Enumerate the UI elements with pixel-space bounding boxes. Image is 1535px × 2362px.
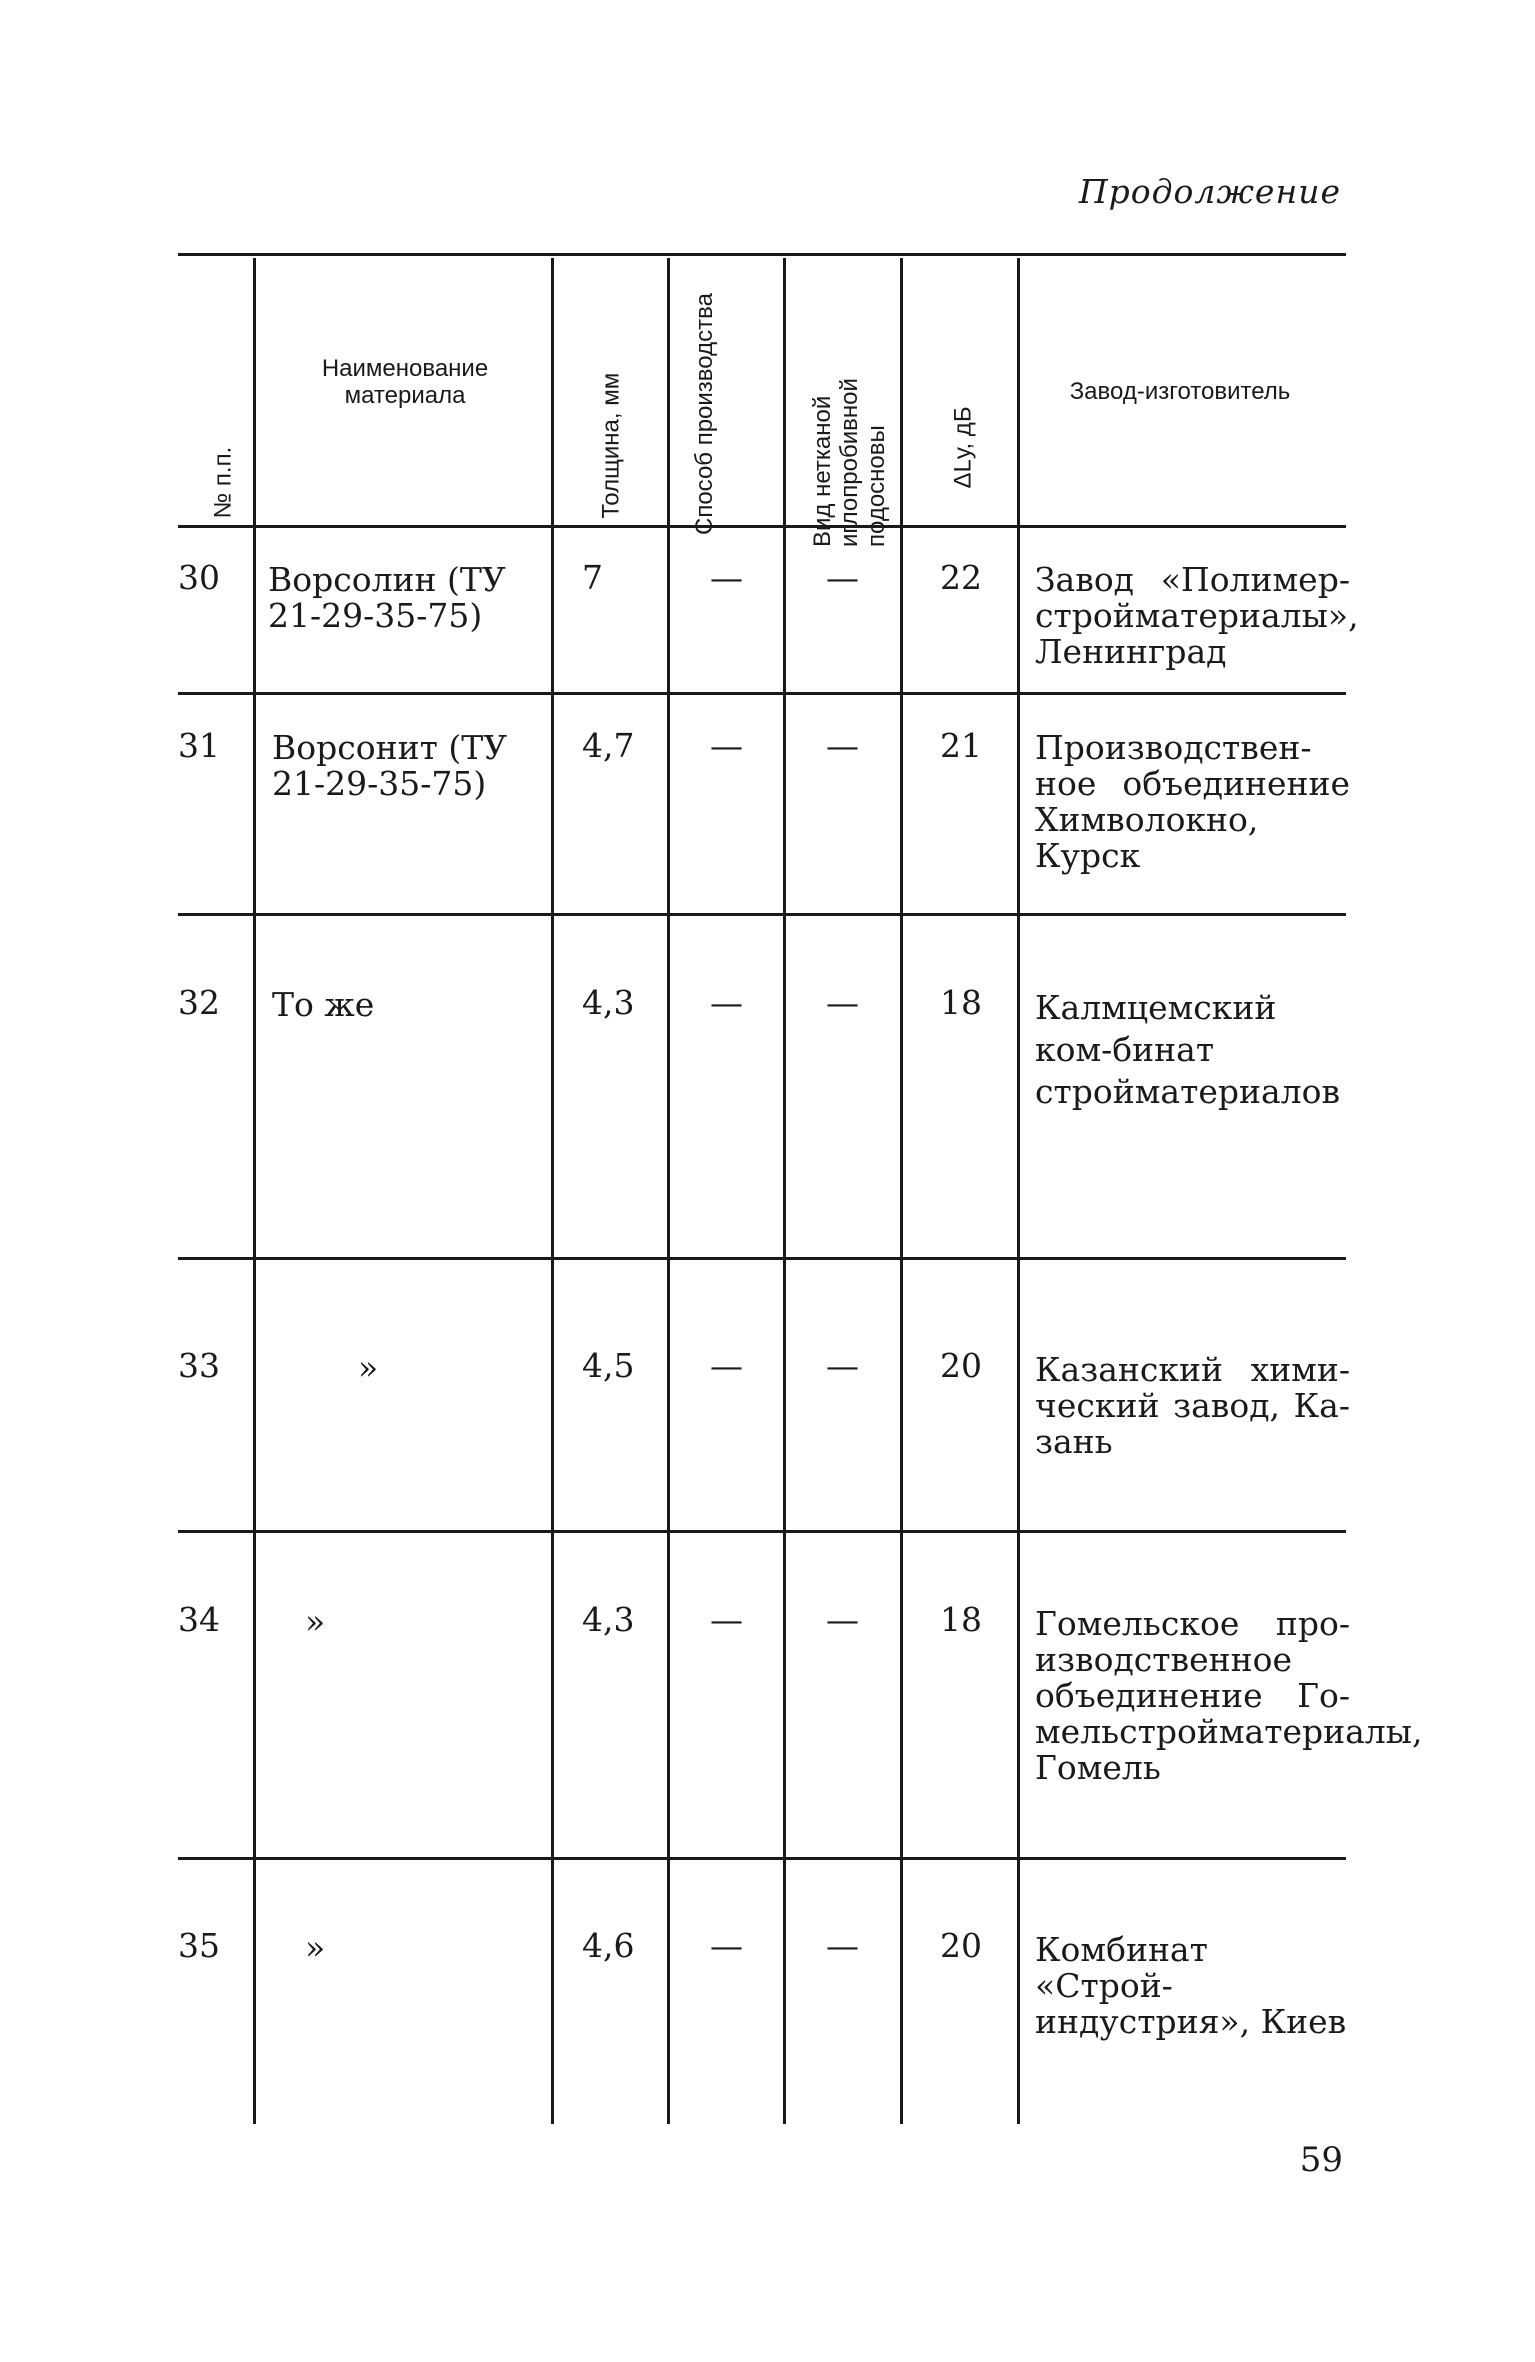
row-31-factory: Производствен-ное объединение Химволокно, Курск [1035, 728, 1350, 875]
continuation-label: Продолжение [1078, 172, 1341, 211]
row-divider [178, 1257, 1346, 1260]
page-number: 59 [1299, 2140, 1343, 2180]
row-30-dl: 22 [940, 558, 982, 597]
row-35-base: — [826, 1926, 859, 1965]
row-33-num: 33 [178, 1346, 220, 1385]
row-35-factory: Комбинат «Строй-индустрия», Киев [1035, 1930, 1347, 2041]
row-30-factory: Завод «Полимер-стройматериалы», Ленинград [1035, 560, 1359, 671]
row-35-dl: 20 [940, 1926, 982, 1965]
header-dl: ΔLу, дБ [949, 406, 977, 489]
row-34-base: — [826, 1600, 859, 1639]
row-32-thickness: 4,3 [582, 983, 635, 1022]
row-32-dl: 18 [940, 983, 982, 1022]
row-34-factory: Гомельское про-изводственное объединение Го-мельстройматериалы, Гомель [1035, 1604, 1423, 1787]
column-divider [551, 258, 554, 2124]
row-33-method: — [710, 1346, 743, 1385]
header-name: Наименование материала [321, 355, 489, 409]
row-30-method: — [710, 558, 743, 597]
row-30-thickness: 7 [582, 558, 603, 597]
row-32-factory: Калмцемский ком-бинат стройматериалов [1035, 988, 1341, 1111]
row-31-name: Ворсонит (ТУ 21-29-35-75) [272, 728, 508, 803]
header-bottom-rule [178, 525, 1346, 528]
column-divider [667, 258, 670, 2124]
row-31-base: — [826, 726, 859, 765]
column-divider [783, 258, 786, 2124]
header-base: Вид нетканой иглопробивной подосновы [809, 378, 890, 547]
row-32-method: — [710, 983, 743, 1022]
row-33-thickness: 4,5 [582, 1346, 635, 1385]
row-35-thickness: 4,6 [582, 1926, 635, 1965]
column-divider [253, 258, 256, 2124]
row-32-base: — [826, 983, 859, 1022]
row-31-method: — [710, 726, 743, 765]
row-30-num: 30 [178, 558, 220, 597]
column-divider [1017, 258, 1020, 2124]
row-33-name: » [358, 1348, 379, 1387]
row-33-base: — [826, 1346, 859, 1385]
table-top-rule [178, 253, 1346, 256]
header-thickness: Толщина, мм [597, 372, 625, 519]
row-35-method: — [710, 1926, 743, 1965]
column-divider [900, 258, 903, 2124]
row-34-method: — [710, 1600, 743, 1639]
row-30-name: Ворсолин (ТУ 21-29-35-75) [268, 560, 506, 635]
row-31-dl: 21 [940, 726, 982, 765]
row-divider [178, 913, 1346, 916]
row-35-num: 35 [178, 1926, 220, 1965]
header-method: Способ производства [691, 293, 718, 535]
row-divider [178, 1857, 1346, 1860]
row-34-name: » [305, 1602, 326, 1641]
row-32-name: То же [272, 985, 375, 1024]
header-factory: Завод-изготовитель [1069, 378, 1291, 405]
row-divider [178, 692, 1346, 695]
row-34-dl: 18 [940, 1600, 982, 1639]
row-31-thickness: 4,7 [582, 726, 635, 765]
row-30-base: — [826, 558, 859, 597]
row-33-dl: 20 [940, 1346, 982, 1385]
row-34-thickness: 4,3 [582, 1600, 635, 1639]
row-35-name: » [305, 1928, 326, 1967]
row-divider [178, 1530, 1346, 1533]
row-31-num: 31 [178, 726, 220, 765]
row-32-num: 32 [178, 983, 220, 1022]
header-num: № п.п. [209, 446, 237, 519]
row-33-factory: Казанский хими-ческий завод, Ка-зань [1035, 1350, 1350, 1461]
row-34-num: 34 [178, 1600, 220, 1639]
